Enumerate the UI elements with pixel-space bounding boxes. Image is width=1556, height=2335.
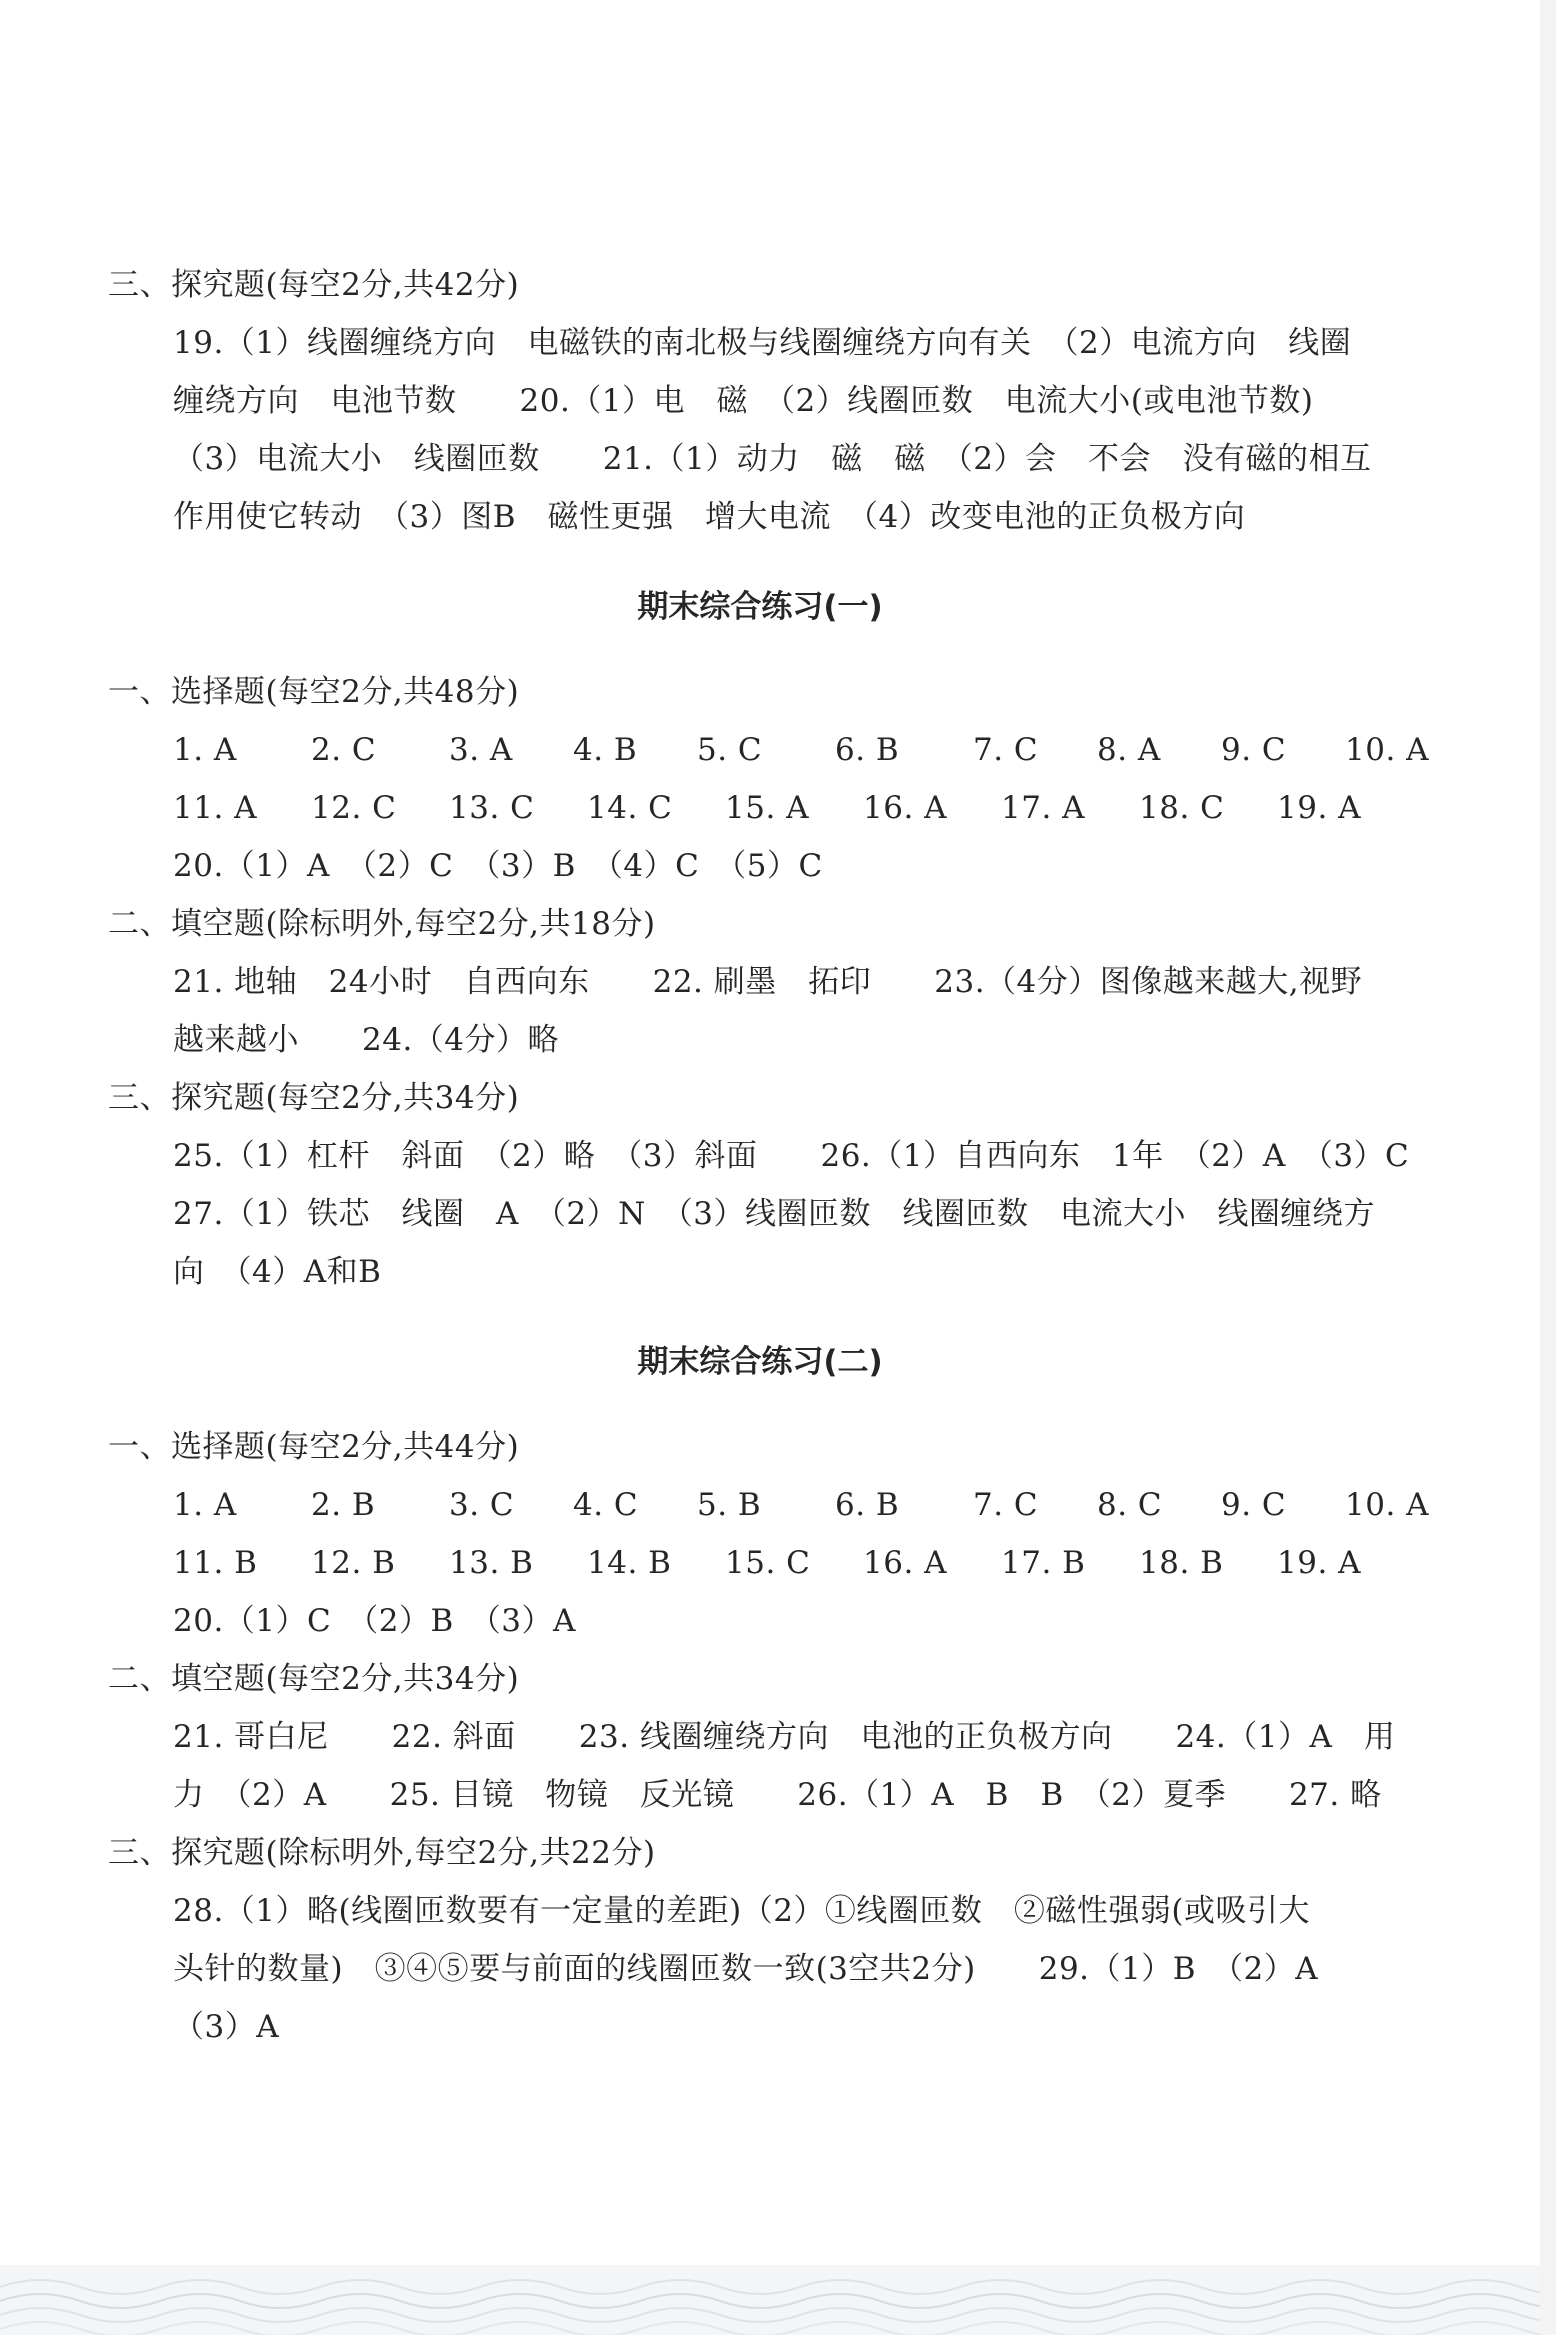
section-heading-choice-1: 一、选择题(每空2分,共48分) <box>108 674 520 710</box>
answer-item: 9. C <box>1221 1487 1287 1523</box>
answer-item: 6. B <box>835 1487 900 1523</box>
answer-item: 16. A <box>863 790 948 826</box>
answer-line: 27.（1）铁芯 线圈 A （2）N （3）线圈匝数 线圈匝数 电流大小 线圈缠绕方 <box>173 1196 1375 1232</box>
answer-item: 8. C <box>1097 1487 1163 1523</box>
answer-item: 4. B <box>573 732 638 768</box>
answer-item: 13. C <box>449 790 535 826</box>
answer-item: 17. B <box>1001 1545 1086 1581</box>
answer-line: 缠绕方向 电池节数 20.（1）电 磁 （2）线圈匝数 电流大小(或电池节数) <box>173 383 1314 419</box>
answer-line: 力 （2）A 25. 目镜 物镜 反光镜 26.（1）A B B （2）夏季 27. 略 <box>173 1777 1382 1813</box>
section-heading-fill-2: 二、填空题(每空2分,共34分) <box>108 1661 520 1697</box>
answer-item: 17. A <box>1001 790 1086 826</box>
answer-line: （3）电流大小 线圈匝数 21.（1）动力 磁 磁 （2）会 不会 没有磁的相互 <box>173 441 1372 477</box>
choice-answers-row-1 <box>173 730 1429 770</box>
answer-item: 19. A <box>1277 790 1362 826</box>
answer-item: 2. C <box>311 732 377 768</box>
answer-item: 6. B <box>835 732 900 768</box>
choice-answers-row-2 <box>173 788 1361 828</box>
answer-line: 25.（1）杠杆 斜面 （2）略 （3）斜面 26.（1）自西向东 1年 （2）A （3）C <box>173 1138 1410 1174</box>
answer-item: 12. C <box>311 790 397 826</box>
answer-line: 21. 地轴 24小时 自西向东 22. 刷墨 拓印 23.（4分）图像越来越大,视野 <box>173 964 1363 1000</box>
answer-item: 3. C <box>449 1487 515 1523</box>
answer-item: 7. C <box>973 1487 1039 1523</box>
answer-item: 1. A <box>173 732 237 768</box>
answer-line: 20.（1）A （2）C （3）B （4）C （5）C <box>173 848 823 884</box>
answer-item: 3. A <box>449 732 513 768</box>
choice-answers-row-2 <box>173 1543 1361 1583</box>
section-heading-inquiry-1: 三、探究题(每空2分,共42分) <box>108 267 520 303</box>
decorative-wave-border <box>0 2265 1540 2335</box>
answer-item: 14. B <box>587 1545 672 1581</box>
section-heading-inquiry-3: 三、探究题(除标明外,每空2分,共22分) <box>108 1835 656 1871</box>
choice-answers-row-1 <box>173 1485 1429 1525</box>
answer-item: 18. B <box>1139 1545 1224 1581</box>
answer-line: 向 （4）A和B <box>173 1254 382 1290</box>
answer-item: 4. C <box>573 1487 639 1523</box>
section-heading-fill-1: 二、填空题(除标明外,每空2分,共18分) <box>108 906 656 942</box>
answer-item: 16. A <box>863 1545 948 1581</box>
answer-item: 12. B <box>311 1545 396 1581</box>
exam-title-1: 期末综合练习(一) <box>637 589 883 625</box>
answer-item: 15. C <box>725 1545 811 1581</box>
answer-item: 11. B <box>173 1545 258 1581</box>
answer-item: 19. A <box>1277 1545 1362 1581</box>
answer-line: 21. 哥白尼 22. 斜面 23. 线圈缠绕方向 电池的正负极方向 24.（1）A 用 <box>173 1719 1396 1755</box>
answer-item: 8. A <box>1097 732 1161 768</box>
answer-item: 15. A <box>725 790 810 826</box>
answer-item: 5. B <box>697 1487 762 1523</box>
answer-item: 1. A <box>173 1487 237 1523</box>
answer-line: 作用使它转动 （3）图B 磁性更强 增大电流 （4）改变电池的正负极方向 <box>173 499 1246 535</box>
answer-item: 7. C <box>973 732 1039 768</box>
answer-line: （3）A <box>173 2009 280 2045</box>
answer-item: 5. C <box>697 732 763 768</box>
answer-item: 13. B <box>449 1545 534 1581</box>
answer-line: 越来越小 24.（4分）略 <box>173 1022 560 1058</box>
answer-item: 9. C <box>1221 732 1287 768</box>
section-heading-inquiry-2: 三、探究题(每空2分,共34分) <box>108 1080 520 1116</box>
answer-item: 14. C <box>587 790 673 826</box>
answer-line: 28.（1）略(线圈匝数要有一定量的差距)（2）①线圈匝数 ②磁性强弱(或吸引大 <box>173 1893 1311 1929</box>
answer-item: 2. B <box>311 1487 376 1523</box>
exam-title-2: 期末综合练习(二) <box>637 1344 883 1380</box>
answer-item: 11. A <box>173 790 258 826</box>
answer-line: 20.（1）C （2）B （3）A <box>173 1603 576 1639</box>
answer-item: 18. C <box>1139 790 1225 826</box>
section-heading-choice-2: 一、选择题(每空2分,共44分) <box>108 1429 520 1465</box>
answer-line: 19.（1）线圈缠绕方向 电磁铁的南北极与线圈缠绕方向有关 （2）电流方向 线圈 <box>173 325 1352 361</box>
answer-line: 头针的数量) ③④⑤要与前面的线圈匝数一致(3空共2分) 29.（1）B （2）A <box>173 1951 1319 1987</box>
answer-item: 10. A <box>1345 1487 1430 1523</box>
answer-item: 10. A <box>1345 732 1430 768</box>
